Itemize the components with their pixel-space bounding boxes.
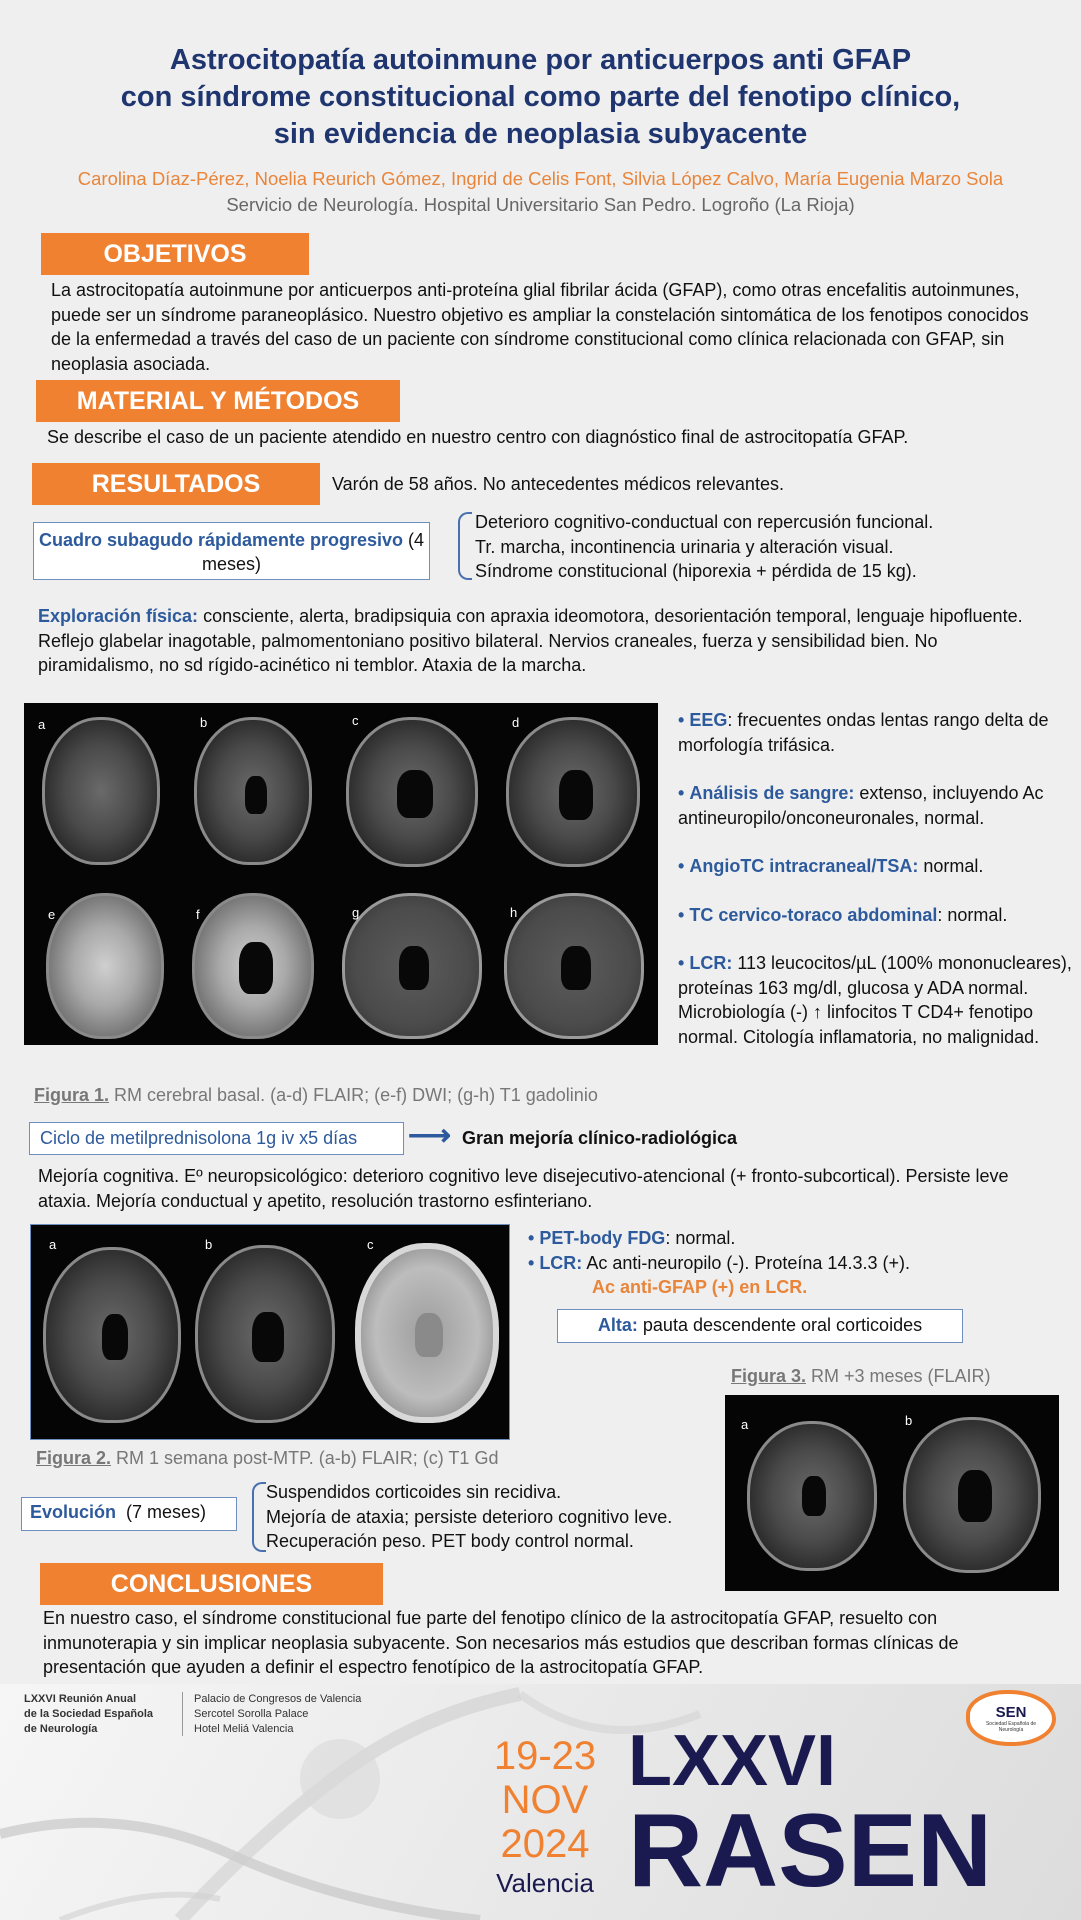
bullet: •	[678, 953, 685, 973]
mri-image-a	[42, 717, 160, 865]
mri-image-d	[506, 717, 640, 867]
title-line-3: sin evidencia de neoplasia subyacente	[273, 118, 808, 150]
resultados-heading: RESULTADOS	[32, 463, 320, 505]
mri-image-g	[342, 893, 482, 1039]
mri2-image-c	[355, 1243, 499, 1423]
mri-image-e	[46, 893, 164, 1039]
footer-banner	[0, 1684, 1081, 1920]
venue-line: Hotel Meliá Valencia	[194, 1723, 294, 1735]
gfap-result: Ac anti-GFAP (+) en LCR.	[592, 1277, 808, 1297]
fig1-label-d: d	[512, 715, 520, 730]
sen-logo	[966, 1690, 1056, 1746]
test-item-tc	[678, 903, 1073, 928]
evolucion-label: Evolución	[30, 1502, 117, 1522]
figure2-caption-label: Figura 2.	[36, 1448, 112, 1468]
figure2-mri-panel	[30, 1224, 510, 1440]
figure1-caption	[34, 1085, 674, 1106]
venue-line: Palacio de Congresos de Valencia	[194, 1693, 362, 1705]
mri3-image-b	[903, 1417, 1041, 1573]
fig1-label-b: b	[200, 715, 208, 730]
cuadro-bold: Cuadro subagudo rápidamente progresivo	[38, 530, 404, 550]
metodos-text: Se describe el caso de un paciente atendido en nuestro centro con diagnóstico final de astrocitopatía GFAP.	[47, 427, 909, 447]
test-text: : frecuentes ondas lentas rango delta de morfología trifásica.	[678, 710, 1049, 755]
meeting-line: de la Sociedad Española	[24, 1708, 153, 1720]
mri-image-c	[346, 717, 478, 867]
cuadro-box	[33, 522, 430, 580]
title-line-2: con síndrome constitucional como parte del fenotipo clínico,	[120, 81, 961, 113]
title-line-1: Astrocitopatía autoinmune por anticuerpos anti GFAP	[169, 44, 912, 76]
alta-text: pauta descendente oral corticoides	[637, 1315, 923, 1335]
mri2-image-b	[195, 1245, 335, 1423]
fig3-label-a: a	[741, 1417, 749, 1432]
bullet: •	[678, 856, 685, 876]
evolucion-item: Recuperación peso. PET body control normal.	[266, 1531, 634, 1551]
cuadro-items	[475, 510, 1035, 584]
figure2-caption-text: RM 1 semana post-MTP. (a-b) FLAIR; (c) T1 Gd	[111, 1448, 499, 1468]
test-item-eeg	[678, 708, 1073, 757]
figure2-caption	[36, 1448, 556, 1469]
test-item-sangre	[678, 781, 1073, 830]
evolucion-item: Suspendidos corticoides sin recidiva.	[266, 1482, 562, 1502]
figure3-caption	[731, 1366, 1071, 1387]
evolucion-item: Mejoría de ataxia; persiste deterioro cognitivo leve.	[266, 1506, 673, 1527]
fig1-label-c: c	[352, 713, 359, 728]
mejoria-heading: Gran mejoría clínico-radiológica	[462, 1128, 738, 1148]
test-text: normal.	[918, 856, 984, 876]
test-item-angiotc	[678, 854, 1073, 879]
fig1-label-e: e	[48, 907, 56, 922]
tratamiento-text: Mejoría cognitiva. Eº neuropsicológico: deterioro cognitivo leve disejecutivo-atencional (+ fronto-subcortical). Persiste leve ataxia. Mejoría conductual y apetito, resolución trastorno esfinteriano.	[38, 1166, 1009, 1211]
fig1-label-h: h	[510, 905, 518, 920]
meeting-line: de Neurología	[24, 1723, 98, 1735]
alta-box	[557, 1309, 963, 1343]
pet-text: : normal.	[665, 1228, 736, 1248]
fig1-label-g: g	[352, 905, 360, 920]
test-item-lcr	[678, 951, 1073, 1049]
conclusiones-heading: CONCLUSIONES	[40, 1563, 383, 1605]
test-label: EEG	[689, 710, 728, 730]
cuadro-item: Tr. marcha, incontinencia urinaria y alteración visual.	[475, 536, 894, 557]
date-range: 19-23	[493, 1734, 597, 1778]
authors: Carolina Díaz-Pérez, Noelia Reurich Gómez, Ingrid de Celis Font, Silvia López Calvo, María Eugenia Marzo Sola	[77, 168, 1004, 189]
test-label: LCR:	[689, 953, 733, 973]
test-label: Análisis de sangre:	[689, 783, 855, 803]
cuadro-duration: (4 meses)	[201, 530, 425, 574]
post-tests	[528, 1226, 1068, 1300]
arrow-icon: ⟶	[408, 1119, 452, 1152]
date-month: NOV	[501, 1778, 589, 1822]
venue-line: Sercotel Sorolla Palace	[194, 1708, 309, 1720]
sen-logo-subtext: Sociedad Española de Neurología	[985, 1721, 1037, 1733]
figure3-caption-label: Figura 3.	[731, 1366, 807, 1386]
mri2-image-a	[43, 1247, 181, 1423]
venues	[194, 1692, 361, 1737]
figure1-mri-panel	[24, 703, 658, 1045]
bullet: •	[678, 904, 685, 925]
congress-city: Valencia	[496, 1868, 594, 1898]
fig2-label-c: c	[367, 1237, 374, 1252]
test-text: : normal.	[937, 904, 1008, 925]
evolucion-box	[21, 1497, 237, 1531]
footer-divider	[182, 1692, 183, 1736]
mri-image-f	[192, 893, 314, 1039]
test-label: AngioTC intracraneal/TSA:	[689, 856, 919, 876]
fig2-label-b: b	[205, 1237, 213, 1252]
figure3-caption-text: RM +3 meses (FLAIR)	[806, 1366, 991, 1386]
figure1-caption-text: RM cerebral basal. (a-d) FLAIR; (e-f) DWI; (g-h) T1 gadolinio	[109, 1085, 598, 1105]
cuadro-item: Síndrome constitucional (hiporexia + pérdida de 15 kg).	[475, 561, 917, 581]
exploracion-fisica	[38, 604, 1048, 678]
test-label: TC cervico-toraco abdominal	[689, 904, 938, 925]
affiliation: Servicio de Neurología. Hospital Universitario San Pedro. Logroño (La Rioja)	[226, 194, 855, 215]
meeting-name	[24, 1692, 153, 1737]
cuadro-brace	[458, 512, 472, 580]
figure1-caption-label: Figura 1.	[34, 1085, 110, 1105]
evolucion-brace	[252, 1482, 266, 1552]
rasen-wordmark: RASEN	[628, 1793, 993, 1909]
bullet: •	[678, 783, 685, 803]
poster-title	[0, 42, 1081, 153]
mri3-image-a	[747, 1421, 877, 1571]
objetivos-text: La astrocitopatía autoinmune por anticuerpos anti-proteína glial fibrilar ácida (GFAP), como otras encefalitis autoinmunes, puede ser un síndrome paraneoplásico. Nuestro objetivo es ampliar la constelación sintomática de los fenotipos conocidos de la enfermedad a través del caso de un paciente con síndrome constitucional como clínica relacionada con GFAP, sin neoplasia asociada.	[51, 280, 1029, 374]
test-text: extenso, incluyendo Ac antineuropilo/onconeuronales, normal.	[678, 783, 1044, 828]
fig1-label-a: a	[38, 717, 46, 732]
sen-logo-text: SEN	[995, 1704, 1027, 1721]
conclusiones-text: En nuestro caso, el síndrome constitucional fue parte del fenotipo clínico de la astrocitopatía GFAP, resuelto con inmunoterapia y sin implicar neoplasia subyacente. Son necesarios más estudios que describan formas clínicas de presentación que ayuden a definir el espectro fenotípico de la astrocitopatía GFAP.	[43, 1608, 959, 1677]
evolucion-duration: (7 meses)	[126, 1502, 207, 1522]
lcr-line: • LCR: Ac anti-neuropilo (-). Proteína 14.3.3 (+).	[528, 1252, 910, 1273]
alta-label: Alta:	[597, 1315, 638, 1335]
objetivos-heading: OBJETIVOS	[41, 233, 309, 275]
figure3-mri-panel	[725, 1395, 1059, 1591]
pet-label: PET-body FDG	[539, 1228, 666, 1248]
mri-image-b	[194, 717, 312, 865]
date-year: 2024	[500, 1822, 590, 1866]
fig2-label-a: a	[49, 1237, 57, 1252]
lcr-label: LCR:	[539, 1252, 583, 1273]
ciclo-box: Ciclo de metilprednisolona 1g iv x5 días	[29, 1122, 404, 1155]
pet-line: • PET-body FDG: normal.	[528, 1228, 736, 1248]
exploracion-label: Exploración física:	[38, 606, 199, 626]
meeting-line: LXXVI Reunión Anual	[24, 1693, 137, 1705]
mri-image-h	[504, 893, 644, 1039]
bullet: •	[678, 710, 685, 730]
metodos-heading: MATERIAL Y MÉTODOS	[36, 380, 400, 422]
fig3-label-b: b	[905, 1413, 913, 1428]
lxxvi-wordmark: LXXVI	[628, 1721, 837, 1801]
lcr-text: Ac anti-neuropilo (-). Proteína 14.3.3 (+).	[582, 1252, 910, 1273]
resultados-intro: Varón de 58 años. No antecedentes médicos relevantes.	[332, 474, 784, 494]
congress-dates	[480, 1734, 610, 1866]
evolucion-items	[266, 1480, 726, 1554]
fig1-label-f: f	[196, 907, 200, 922]
tests-list	[678, 708, 1073, 1049]
test-text: 113 leucocitos/µL (100% mononucleares), proteínas 163 mg/dl, glucosa y ADA normal. Microbiología (-) ↑ linfocitos T CD4+ fenotipo normal. Citología inflamatoria, no malignidad.	[678, 953, 1072, 1047]
exploracion-text: consciente, alerta, bradipsiquia con apraxia ideomotora, desorientación temporal, lenguaje hipofluente. Reflejo glabelar inagotable, palmomentoniano positivo bilateral. Nervios craneales, fuerza y sensibilidad bien. No piramidalismo, no sd rígido-acinético ni temblor. Ataxia de la marcha.	[38, 606, 1023, 675]
cuadro-item: Deterioro cognitivo-conductual con repercusión funcional.	[475, 512, 934, 532]
